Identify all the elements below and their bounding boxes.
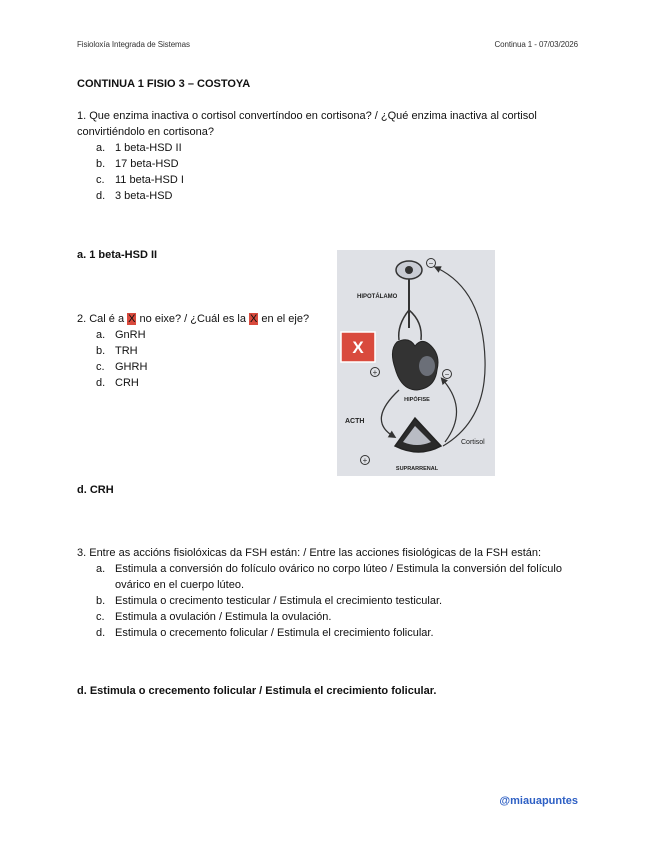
option-item bbox=[77, 375, 337, 391]
option-text: 11 beta-HSD I bbox=[115, 174, 184, 186]
answer-2: d. CRH bbox=[77, 484, 114, 496]
question-3 bbox=[77, 545, 587, 641]
option-letter: a. bbox=[96, 329, 106, 341]
question-2-options bbox=[77, 327, 337, 391]
option-item bbox=[77, 609, 587, 625]
label-acth: ACTH bbox=[345, 418, 365, 425]
option-letter: d. bbox=[96, 190, 106, 202]
option-text: GnRH bbox=[115, 329, 146, 341]
question-2-part2: no eixe? / ¿Cuál es la bbox=[136, 313, 249, 325]
option-text: Estimula a ovulación / Estimula la ovulación. bbox=[115, 611, 332, 623]
x-highlight: X bbox=[250, 313, 258, 325]
question-3-text: 3. Entre as accións fisiolóxicas da FSH están: / Entre las acciones fisiológicas de la FSH están: bbox=[77, 547, 542, 559]
hypothalamus-neuron-icon bbox=[396, 261, 422, 340]
hpa-axis-figure bbox=[337, 250, 495, 476]
question-3-options bbox=[77, 561, 587, 641]
option-item bbox=[77, 593, 587, 609]
answer-1: a. 1 beta-HSD II bbox=[77, 249, 158, 261]
question-2-text bbox=[77, 311, 337, 327]
question-1-options bbox=[77, 140, 577, 204]
cortisol-feedback-hypothalamus bbox=[437, 268, 485, 446]
option-text: CRH bbox=[115, 377, 139, 389]
option-letter: d. bbox=[96, 627, 106, 639]
option-letter: c. bbox=[96, 611, 105, 623]
option-letter: b. bbox=[96, 595, 106, 607]
header-right: Continua 1 - 07/03/2026 bbox=[494, 40, 578, 49]
option-text: Estimula a conversión do folículo ovárico no corpo lúteo / Estimula la conversión del folículo ovárico en el cuerpo lúteo. bbox=[115, 563, 562, 591]
label-hypothalamus: HIPOTÁLAMO bbox=[357, 294, 398, 300]
question-1-text: 1. Que enzima inactiva o cortisol convertíndoo en cortisona? / ¿Qué enzima inactiva al cortisol convirtiéndolo en cortisona? bbox=[77, 110, 537, 138]
adrenal-gland-icon bbox=[395, 418, 441, 452]
option-text: Estimula o crecimento testicular / Estimula el crecimiento testicular. bbox=[115, 595, 443, 607]
option-letter: d. bbox=[96, 377, 106, 389]
option-text: GHRH bbox=[115, 361, 148, 373]
answer-3: d. Estimula o crecemento folicular / Estimula el crecimiento folicular. bbox=[77, 685, 437, 697]
option-item bbox=[77, 188, 577, 204]
option-letter: a. bbox=[96, 563, 106, 575]
hpa-axis-diagram bbox=[337, 250, 495, 476]
plus-sign: + bbox=[372, 368, 378, 377]
option-text: 3 beta-HSD bbox=[115, 190, 173, 202]
option-letter: c. bbox=[96, 174, 105, 186]
question-1 bbox=[77, 108, 577, 204]
option-item bbox=[77, 327, 337, 343]
label-pituitary: HIPÓFISE bbox=[404, 397, 430, 403]
option-item bbox=[77, 172, 577, 188]
acth-arrow bbox=[381, 390, 399, 436]
option-letter: b. bbox=[96, 345, 106, 357]
minus-sign: − bbox=[428, 259, 434, 268]
option-item bbox=[77, 625, 587, 641]
plus-sign: + bbox=[362, 456, 368, 465]
footer-handle: @miauapuntes bbox=[499, 795, 578, 807]
option-letter: c. bbox=[96, 361, 105, 373]
option-text: 17 beta-HSD bbox=[115, 158, 179, 170]
cortisol-feedback-pituitary bbox=[443, 380, 457, 442]
label-cortisol: Cortisol bbox=[461, 439, 485, 446]
option-item bbox=[77, 343, 337, 359]
minus-sign: − bbox=[444, 370, 450, 379]
option-item bbox=[77, 561, 587, 593]
page-title: CONTINUA 1 FISIO 3 – COSTOYA bbox=[77, 78, 251, 90]
option-item bbox=[77, 359, 337, 375]
x-highlight: X bbox=[128, 313, 136, 325]
question-2 bbox=[77, 311, 337, 391]
x-box-label: X bbox=[352, 338, 364, 357]
option-letter: b. bbox=[96, 158, 106, 170]
option-item bbox=[77, 156, 577, 172]
question-2-part1: 2. Cal é a bbox=[77, 313, 128, 325]
question-2-part3: en el eje? bbox=[258, 313, 310, 325]
option-text: 1 beta-HSD II bbox=[115, 142, 182, 154]
pituitary-gland-icon bbox=[392, 340, 438, 390]
option-text: Estimula o crecemento folicular / Estimula el crecimiento folicular. bbox=[115, 627, 434, 639]
header-left: Fisioloxía Integrada de Sistemas bbox=[77, 40, 190, 49]
option-text: TRH bbox=[115, 345, 138, 357]
label-adrenal: SUPRARRENAL bbox=[395, 466, 439, 472]
option-letter: a. bbox=[96, 142, 106, 154]
option-item bbox=[77, 140, 577, 156]
